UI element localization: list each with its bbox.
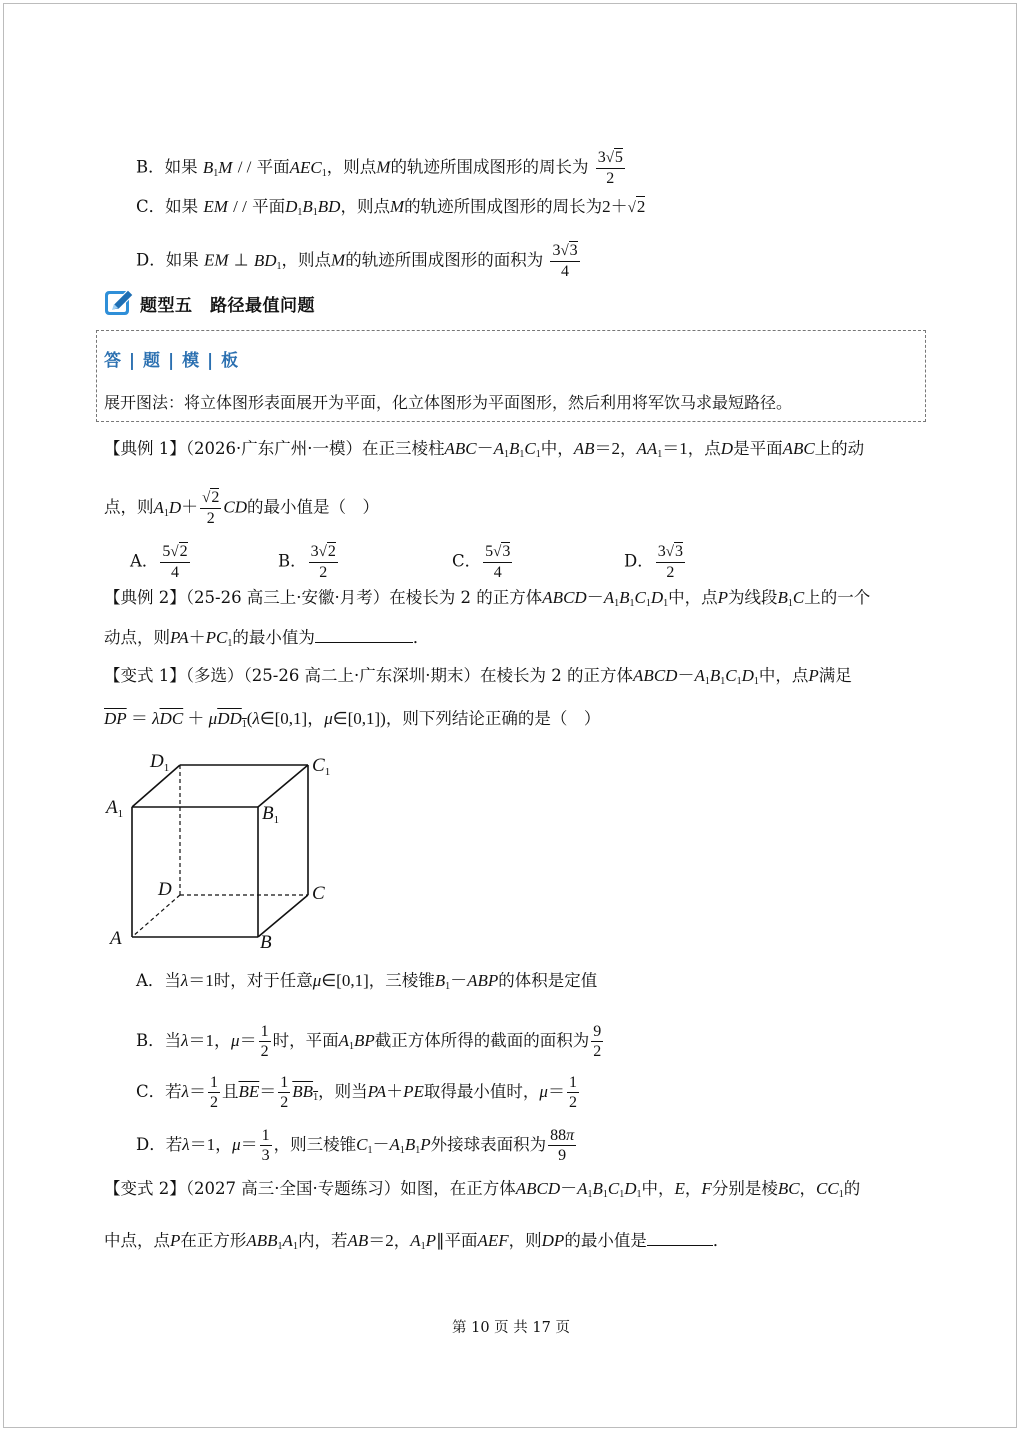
label-d1: $D_1$ [150,751,170,774]
pencil-note-icon [104,288,136,318]
label-c1: $C_1$ [312,755,331,778]
example-2-line-2: 动点，则$PA+PC_1$的最小值为 ． [104,628,430,649]
example-1-option-d: D． $\frac{3√3}{2}$ [624,543,683,581]
label-b: B [260,932,272,953]
answer-blank-2[interactable] [647,1231,713,1246]
variant-2-line-1: 【变式 2】（2027 高三·全国·专题练习）如图，在正方体$ABCD-A_1B_1C_1D_1$中，E，F分别是棱BC，$CC_1$的 [104,1179,861,1200]
label-b1: $B_1$ [262,803,280,826]
variant-1-option-d: D．若λ＝1，μ＝ $\frac{1}{3}$ ，则三棱锥$C_1-A_1B_1P$外接球表面积为 $\frac{88\pi}{9}$ [136,1127,575,1164]
variant-1-line-2: $\overline{DP} = \lambda\overline{DC}$ ＋ μDD$_1$(λ∈[0,1]，μ∈[0,1])，则下列结论正确的是（ ） [104,709,601,730]
variant-1-option-b: B．当λ＝1，μ＝ $\frac{1}{2}$ 时，平面$A_1BP$截正方体所得的截面的面积为 $\frac{9}{2}$ [136,1023,602,1060]
template-heading: 答 | 题 | 模 | 板 [104,351,240,371]
variant-1-option-a: A．当λ＝1时，对于任意μ∈[0,1]，三棱锥$B_1-ABP$的体积是定值 [136,971,598,992]
example-1-line-1: 【典例 1】（2026·广东广州·一模）在正三棱柱$ABC-A_1B_1C_1$中，AB＝2，$AA_1=1$，点D是平面ABC上的动 [104,439,865,460]
example-1-line-2: 点，则$A_1D+$ $\frac{√2}{2}$ CD的最小值是（ ） [104,489,380,527]
example-1-option-a: A． $\frac{5√2}{4}$ [130,543,188,581]
example-1-option-c: C． $\frac{5√3}{4}$ [452,543,511,581]
answer-blank[interactable] [315,628,413,643]
variant-1-line-1: 【变式 1】（多选）（25-26 高二上·广东深圳·期末）在棱长为 2 的正方体$ABCD-A_1B_1C_1D_1$中，点P满足 [104,666,852,687]
page-footer: 第 10 页 共 17 页 [452,1320,570,1336]
label-d: D [158,879,172,900]
template-body: 展开图法：将立体图形表面展开为平面，化立体图形为平面图形，然后利用将军饮马求最短路径。 [104,393,793,412]
variant-2-line-2: 中点，点P在正方形$ABB_1A_1$内，若AB＝2，$A_1P\parallel$平面AEF，则DP的最小值是 ． [104,1231,730,1252]
example-1-option-b: B． $\frac{3√2}{2}$ [278,543,336,581]
option-c-prev: C．如果 EM / / 平面$D_1B_1BD$，则点M的轨迹所围成图形的周长为2＋√2 [136,197,646,218]
cube-figure [100,745,350,955]
option-d-prev: D．如果 EM ⊥ $BD_1$，则点M的轨迹所围成图形的面积为 $\frac{3√3}{4}$ [136,242,578,280]
section-title [104,286,315,320]
variant-1-option-c: C．若λ＝ $\frac{1}{2}$ 且$\overline{BE}=$ $\frac{1}{2}$ $BB_1$，则当PA＋PE取得最小值时，μ＝ $\frac{1}{2}$ [136,1074,577,1111]
example-2-line-1: 【典例 2】（25-26 高三上·安徽·月考）在棱长为 2 的正方体$ABCD-A_1B_1C_1D_1$中，点P为线段$B_1C$上的一个 [104,588,871,609]
option-b-prev: B．如果 $B_1M$ / / 平面$AEC_1$，则点M的轨迹所围成图形的周长为 $\frac{3√5}{2}$ [136,149,623,187]
label-a1: $A_1$ [106,797,124,820]
label-a: A [110,928,122,949]
section-title-text: 题型五 路径最值问题 [140,295,315,316]
label-c: C [312,883,325,904]
